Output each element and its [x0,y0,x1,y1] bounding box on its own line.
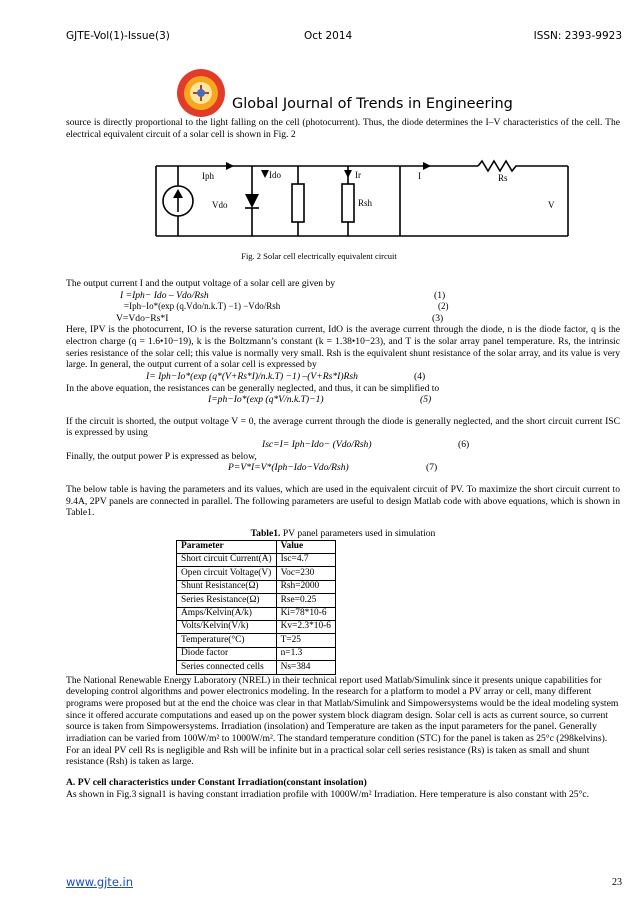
simplification-text: In the above equation, the resistances can be generally neglected, and thus, it can be simplified to [66,382,440,394]
page-footer [66,875,622,890]
table-row: Temperature(°C) T=25 [177,634,336,647]
output-current-intro: The output current I and the output voltage of a solar cell are given by [66,278,336,289]
pv-parameters-table [176,540,336,675]
figure-2-caption: Fig. 2 Solar cell electrically equivalent circuit [241,251,397,261]
label-i: I [418,171,421,181]
journal-title: Global Journal of Trends in Engineering [232,96,513,112]
short-circuit-text: If the circuit is shorted, the output voltage V = 0, the average current through the diode is generally neglected, and the short circuit current ISC is expressed by using [66,415,620,439]
table-row: Shunt Resistance(Ω) Rsh=2000 [177,580,336,593]
equation-2: =Iph−Io*(exp (q.Vdo/n.k.T) −1) −Vdo/Rsh (2) [124,301,449,312]
section-a-heading: A. PV cell characteristics under Constant Irradiation(constant insolation) [66,777,367,789]
issue-date: Oct 2014 [304,30,353,42]
table-1-caption: Table1. PV panel parameters used in simulation [250,527,436,539]
table-row: Series Resistance(Ω) Rse=0.25 [177,594,336,607]
label-ir: Ir [355,170,361,180]
nrel-paragraph: The National Renewable Energy Laboratory (NREL) in their technical report used Matlab/Simulink since it presents unique capabilities for developing control algorithms and power electronics modeling. In the research for a platform to model a PV array or cell, many different programs were proposed but at the end the choice was clear in that Matlab/Simulink and Simpowersystems would be the ideal modeling system since it offered accurate computations and eased up on the power system block diagram design. Solar cell is acts as current source, so current source is taken from Simpowersystems. Irradiation (insolation) and Temperature are taken as the input parameters for the panel. Generally irradiation can be varied from 100W/m² to 1000W/m². The standard temperature condition (STC) for the panel is taken as 25°c (298kelvins). For an ideal PV cell Rs is negligible and Rsh will be infinite but in a practical solar cell series resistance (Rs) is taken as small and shunt resistance (Rsh) is taken as large. [66,674,619,768]
equation-6: Isc=I= Iph−Ido− (Vdo/Rsh) (6) [262,439,470,451]
label-rsh: Rsh [358,198,373,208]
output-power-text: Finally, the output power P is expressed as below, [66,450,257,462]
issn: ISSN: 2393-9923 [533,30,622,42]
equation-1: I =Iph− Ido – Vdo/Rsh (1) [120,289,446,301]
journal-website-link[interactable]: www.gjte.in [66,875,134,889]
label-vdo: Vdo [212,200,228,210]
page-header [66,30,622,44]
label-ido: Ido [269,170,281,180]
journal-volume: GJTE-Vol(1)-Issue(3) [66,30,170,42]
equivalent-circuit-diagram [148,156,576,246]
section-a-text: As shown in Fig.3 signal1 is having constant irradiation profile with 1000W/m² Irradiation. Here temperature is also constant with 25°c. [66,788,590,800]
equation-4: I= Iph−Io*(exp (q*(V+Rs*I)/n.k.T) −1) –(V+Rs*I)Rsh (4) [146,371,426,383]
label-rs: Rs [498,173,508,183]
table-header-row: Parameter Value [177,540,336,553]
label-iph: Iph [202,171,214,181]
journal-logo-icon [176,68,226,118]
table-row: Short circuit Current(A) Isc=4.7 [177,554,336,567]
table-row: Volts/Kelvin(V/k) Kv=2.3*10-6 [177,620,336,633]
equation-5: I=ph−Io*(exp (q*V/n.k.T)−1) (5) [208,394,432,406]
equation-7: P=V*I=V*(Iph−Ido−Vdo/Rsh) (7) [228,462,438,474]
intro-paragraph [66,117,620,140]
intro-text: source is directly proportional to the light falling on the cell (photocurrent). Thus, the diode determines the I–V characteristics of the cell. The electrical equivalent circuit of a solar cell is shown in Fig. 2 [66,117,620,140]
page-number: 23 [612,877,622,888]
label-v: V [548,200,555,210]
parameter-definitions: Here, IPV is the photocurrent, IO is the reverse saturation current, IdO is the average current through the diode, n is the diode factor, q is the electron charge (q = 1.6•10−19), k is the Boltzmann’s constant (k = 1.38•10−23), and T is the solar array panel temperature. Rs, the intrinsic series resistance of the solar cell; this value is normally very small. Rsh is the equivalent shunt resistance of the solar array, and its value is very large. In general, the output current of a solar cell is expressed by [66,324,620,371]
equations-section [66,278,620,801]
table-intro-text: The below table is having the parameters and its values, which are used in the equivalent circuit of PV. To maximize the short circuit current to 9.4A, 2PV panels are connected in parallel. The following parameters are useful to design Matlab code with above equations, which is shown in Table1. [66,483,620,519]
table-row: Amps/Kelvin(A/k) Ki=78*10-6 [177,607,336,620]
table-row: Open circuit Voltage(V) Voc=230 [177,567,336,580]
table-row: Diode factor n=1.3 [177,647,336,660]
table-row: Series connected cells Ns=384 [177,661,336,674]
equation-3: V=Vdo−Rs*I (3) [116,312,444,324]
